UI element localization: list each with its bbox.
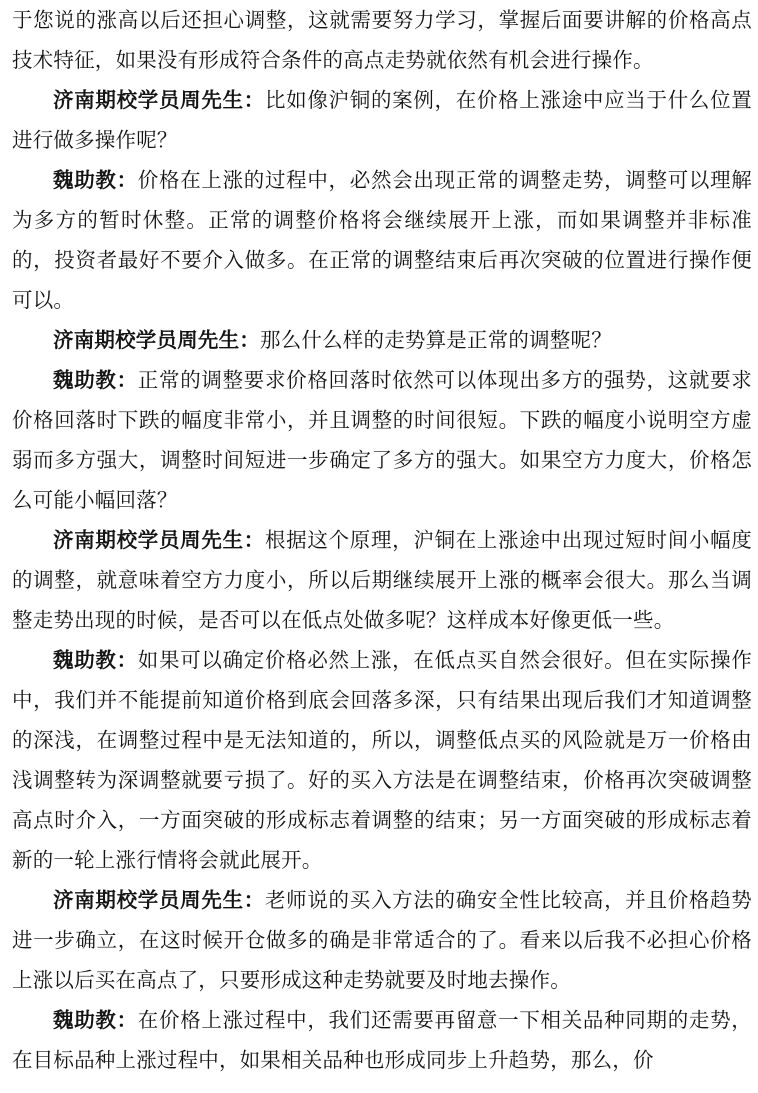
paragraph-question xyxy=(12,80,752,160)
speaker-label: 魏助教： xyxy=(53,168,138,192)
speaker-label: 魏助教： xyxy=(53,648,138,672)
paragraph-answer xyxy=(12,160,752,320)
paragraph-answer xyxy=(12,360,752,520)
paragraph-text: 那么什么样的走势算是正常的调整呢？ xyxy=(260,328,612,352)
paragraph-continuation xyxy=(12,0,752,80)
paragraph-text: 于您说的涨高以后还担心调整，这就需要努力学习，掌握后面要讲解的价格高点技术特征，如果没有形成符合条件的高点走势就依然有机会进行操作。 xyxy=(12,8,752,72)
speaker-label: 魏助教： xyxy=(53,368,138,392)
paragraph-text: 老师说的买入方法的确安全性比较高，并且价格趋势进一步确立，在这时候开仓做多的确是非常适合的了。看来以后我不必担心价格上涨以后买在高点了，只要形成这种走势就要及时地去操作。 xyxy=(12,888,752,992)
paragraph-text: 在价格上涨过程中，我们还需要再留意一下相关品种同期的走势，在目标品种上涨过程中，如果相关品种也形成同步上升趋势，那么，价 xyxy=(12,1008,752,1072)
paragraph-text: 如果可以确定价格必然上涨，在低点买自然会很好。但在实际操作中，我们并不能提前知道价格到底会回落多深，只有结果出现后我们才知道调整的深浅，在调整过程中是无法知道的，所以，调整低点买的风险就是万一价格由浅调整转为深调整就要亏损了。好的买入方法是在调整结束，价格再次突破调整高点时介入，一方面突破的形成标志着调整的结束；另一方面突破的形成标志着新的一轮上涨行情将会就此展开。 xyxy=(12,648,752,872)
speaker-label: 济南期校学员周先生： xyxy=(53,328,260,352)
speaker-label: 济南期校学员周先生： xyxy=(53,888,265,912)
paragraph-text: 价格在上涨的过程中，必然会出现正常的调整走势，调整可以理解为多方的暂时休整。正常的调整价格将会继续展开上涨，而如果调整并非标准的，投资者最好不要介入做多。在正常的调整结束后再次突破的位置进行操作便可以。 xyxy=(12,168,752,312)
document-page xyxy=(12,0,752,1080)
paragraph-question xyxy=(12,880,752,1000)
paragraph-question xyxy=(12,520,752,640)
speaker-label: 济南期校学员周先生： xyxy=(53,528,265,552)
speaker-label: 魏助教： xyxy=(53,1008,138,1032)
paragraph-text: 根据这个原理，沪铜在上涨途中出现过短时间小幅度的调整，就意味着空方力度小，所以后期继续展开上涨的概率会很大。那么当调整走势出现的时候，是否可以在低点处做多呢？这样成本好像更低一些。 xyxy=(12,528,752,632)
paragraph-text: 比如像沪铜的案例，在价格上涨途中应当于什么位置进行做多操作呢？ xyxy=(12,88,752,152)
paragraph-text: 正常的调整要求价格回落时依然可以体现出多方的强势，这就要求价格回落时下跌的幅度非常小，并且调整的时间很短。下跌的幅度小说明空方虚弱而多方强大，调整时间短进一步确定了多方的强大。如果空方力度大，价格怎么可能小幅回落？ xyxy=(12,368,752,512)
paragraph-question xyxy=(12,320,752,360)
speaker-label: 济南期校学员周先生： xyxy=(53,88,265,112)
paragraph-answer xyxy=(12,1000,752,1080)
paragraph-answer xyxy=(12,640,752,880)
